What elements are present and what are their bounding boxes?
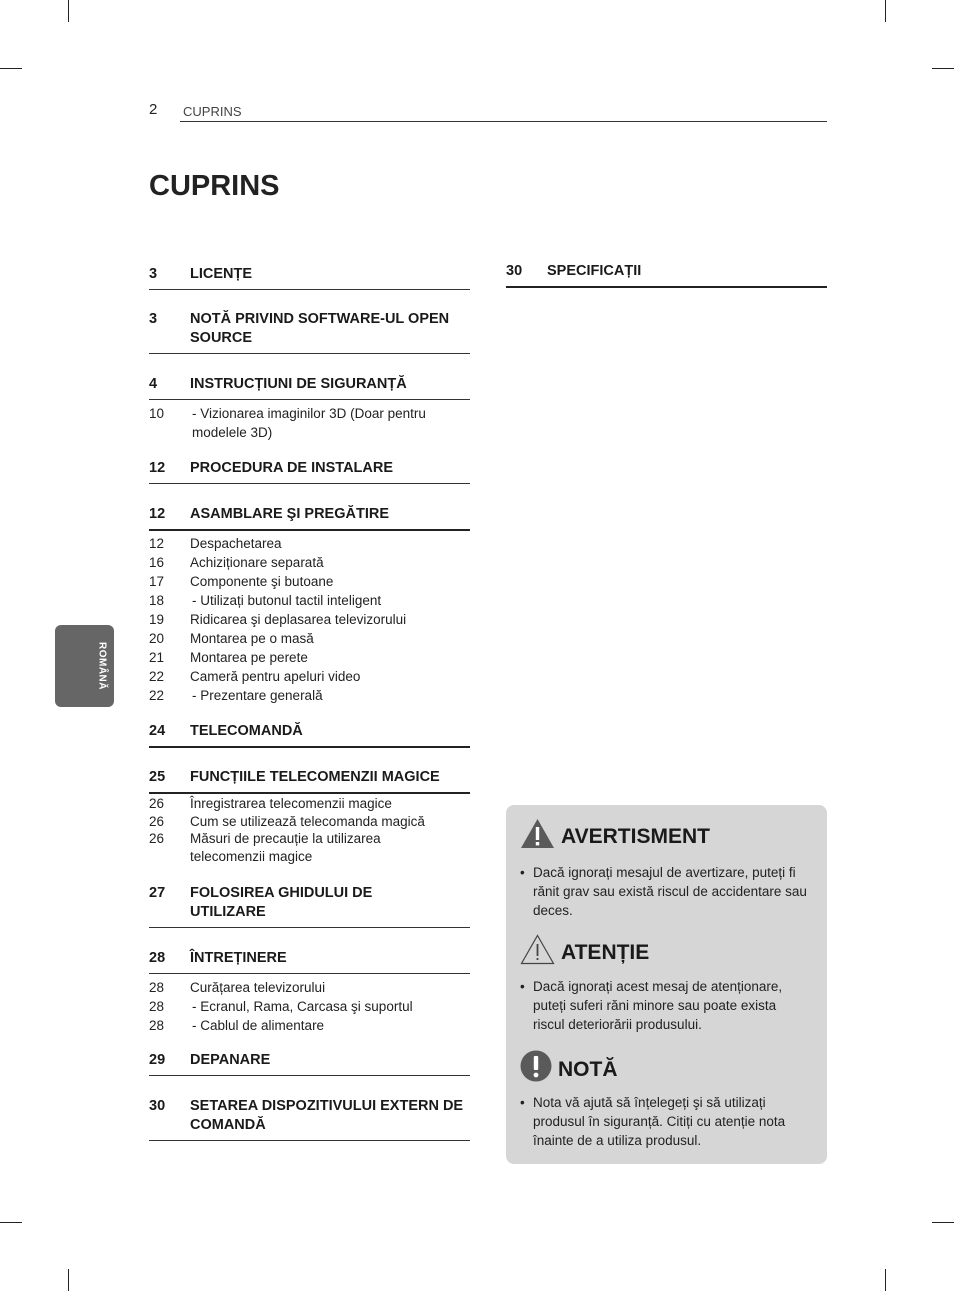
note-label: NOTĂ (558, 1058, 618, 1081)
divider (149, 399, 470, 400)
page-number: 2 (149, 101, 158, 118)
crop-mark (68, 0, 69, 22)
toc-subentry[interactable]: 22 Cameră pentru apeluri video (149, 669, 361, 684)
crop-mark (68, 1269, 69, 1291)
toc-entry-ghid[interactable]: 27 FOLOSIREA GHIDULUI DE UTILIZARE (149, 884, 470, 928)
divider (149, 792, 470, 794)
divider (149, 973, 470, 974)
divider (149, 353, 470, 354)
toc-entry-telecomanda[interactable]: 24 TELECOMANDĂ (149, 722, 470, 748)
divider (149, 1140, 470, 1141)
crop-mark (932, 1222, 954, 1223)
divider (149, 1075, 470, 1076)
divider (149, 927, 470, 928)
toc-subentry[interactable]: 17 Componente şi butoane (149, 574, 334, 589)
toc-entry-asamblare[interactable]: 12 ASAMBLARE ŞI PREGĂTIRE (149, 505, 470, 531)
divider (149, 746, 470, 748)
toc-entry-depanare[interactable]: 29 DEPANARE (149, 1051, 470, 1076)
note-header (520, 1050, 618, 1082)
toc-subentry[interactable]: 19 Ridicarea şi deplasarea televizorului (149, 612, 407, 627)
note-text: • Nota vă ajută să înțelegeți şi să utilizați produsul în siguranță. Citiți cu atenție nota înainte de a utiliza produsul. (520, 1095, 786, 1148)
caution-label: ATENȚIE (561, 941, 650, 964)
caution-triangle-icon (520, 934, 555, 965)
toc-subentry[interactable]: 28 - Ecranul, Rama, Carcasa şi suportul (149, 999, 413, 1014)
toc-entry-siguranta[interactable]: 4 INSTRUCȚIUNI DE SIGURANȚĂ (149, 375, 470, 400)
toc-entry-dispozitiv-extern[interactable]: 30 SETAREA DISPOZITIVULUI EXTERN DE COMANDĂ (149, 1097, 470, 1141)
notice-box (506, 805, 827, 1164)
divider (149, 483, 470, 484)
warning-header (520, 818, 710, 849)
caution-text: • Dacă ignorați acest mesaj de atenționare, puteți suferi răni minore sau poate exista riscul deteriorării produsului. (520, 979, 783, 1032)
toc-subentry[interactable]: 12 Despachetarea (149, 536, 282, 551)
divider (149, 529, 470, 531)
toc-subentry[interactable]: 28 Curățarea televizorului (149, 980, 326, 995)
toc-subentry[interactable]: 16 Achiziționare separată (149, 555, 324, 570)
crop-mark (0, 68, 22, 69)
warning-triangle-icon (520, 818, 555, 849)
divider (506, 286, 827, 288)
caution-header (520, 934, 649, 965)
crop-mark (0, 1222, 22, 1223)
toc-entry-open-source[interactable]: 3 NOTĂ PRIVIND SOFTWARE-UL OPEN SOURCE (149, 310, 470, 354)
running-header: CUPRINS (183, 104, 242, 119)
crop-mark (885, 1269, 886, 1291)
divider (149, 289, 470, 290)
toc-entry-intretinere[interactable]: 28 ÎNTREȚINERE (149, 949, 470, 974)
toc-subentry[interactable]: 26 Cum se utilizează telecomanda magică (149, 814, 425, 829)
toc-subentry[interactable]: 10 - Vizionarea imaginilor 3D (Doar pentru modelele 3D) (149, 406, 426, 440)
page-title: CUPRINS (149, 170, 280, 202)
toc-subentry[interactable]: 22 - Prezentare generală (149, 688, 323, 703)
warning-label: AVERTISMENT (561, 825, 710, 848)
crop-mark (885, 0, 886, 22)
toc-entry-instalare[interactable]: 12 PROCEDURA DE INSTALARE (149, 459, 470, 484)
warning-text: • Dacă ignorați mesajul de avertizare, puteți fi rănit grav sau există riscul de accidentare sau deces. (520, 865, 807, 918)
toc-subentry[interactable]: 18 - Utilizați butonul tactil inteligent (149, 593, 382, 608)
toc-subentry[interactable]: 26 Măsuri de precauție la utilizarea telecomenzii magice (149, 831, 381, 864)
toc-entry-specificatii[interactable]: 30 SPECIFICAȚII (506, 262, 827, 288)
toc-subentry[interactable]: 21 Montarea pe perete (149, 650, 308, 665)
language-tab-label: ROMÂNĂ (96, 642, 108, 690)
toc-entry-telecomenzii-magice[interactable]: 25 FUNCȚIILE TELECOMENZII MAGICE (149, 768, 470, 794)
exclamation-circle-icon (520, 1050, 552, 1082)
header-rule (180, 121, 827, 122)
toc-subentry[interactable]: 26 Înregistrarea telecomenzii magice (149, 796, 392, 811)
toc-subentry[interactable]: 20 Montarea pe o masă (149, 631, 314, 646)
toc-entry-licente[interactable]: 3 LICENȚE (149, 265, 470, 290)
toc-subentry[interactable]: 28 - Cablul de alimentare (149, 1018, 325, 1033)
crop-mark (932, 68, 954, 69)
